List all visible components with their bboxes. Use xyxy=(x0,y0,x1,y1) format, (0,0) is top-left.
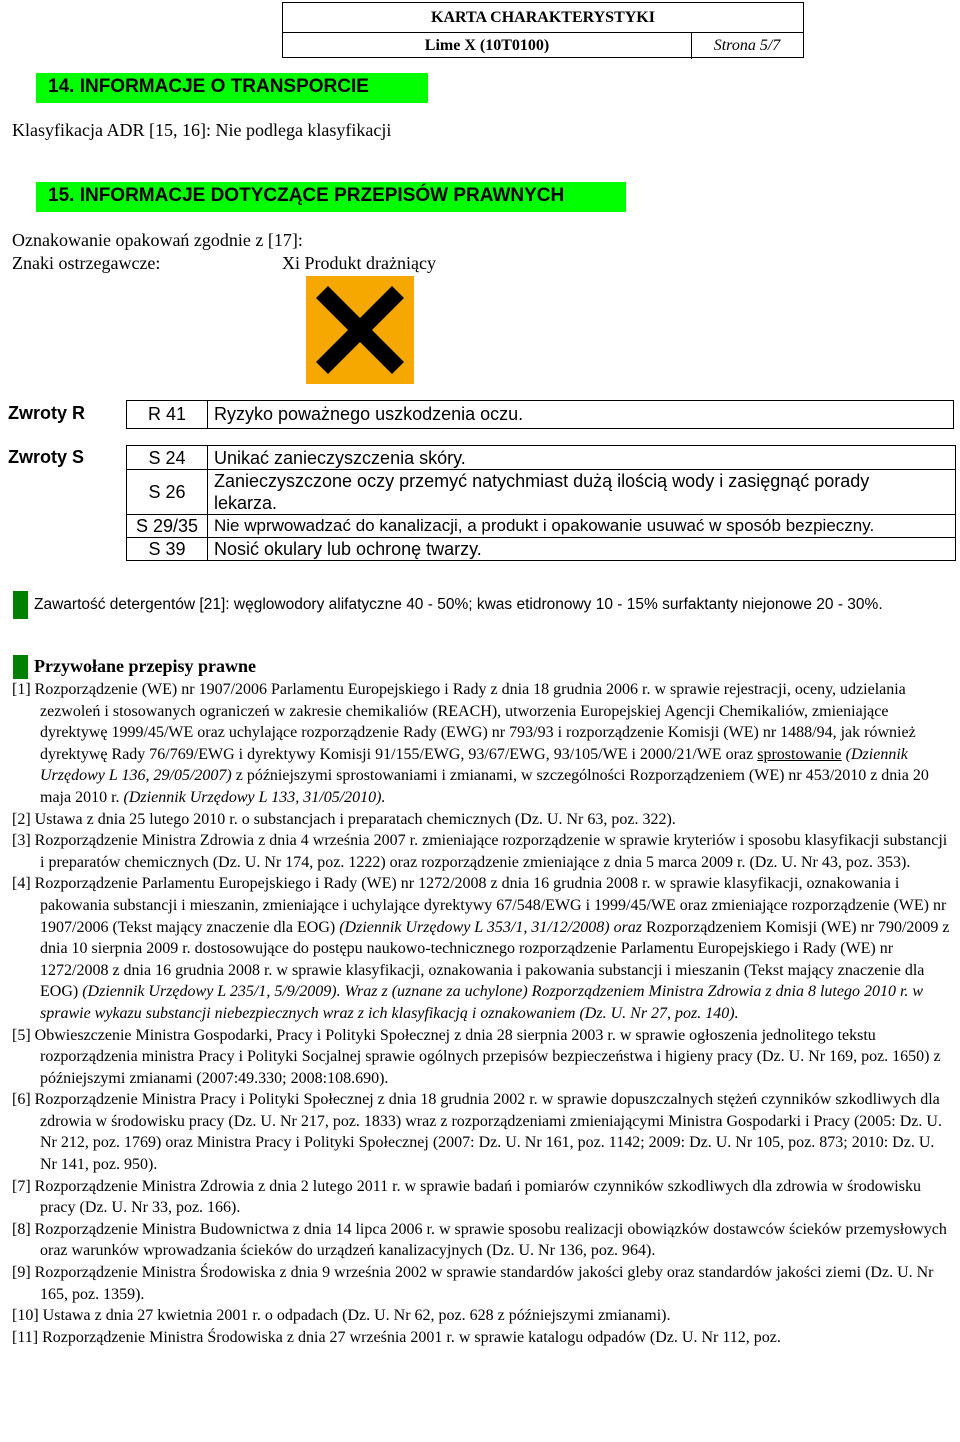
reference-item: [5] Obwieszczenie Ministra Gospodarki, Pracy i Polityki Społecznej z dnia 28 sierpnia 2003 r. w sprawie ogłoszenia jednolitego tekstu rozporządzenia ministra Pracy i Polityki Socjalnej sprawie ogólnych przepisów bezpieczeństwa i higieny pracy (Dz. U. Nr 169, poz. 1650) z późniejszymi zmianami (2007:49.330; 2008:108.690). xyxy=(12,1026,941,1087)
adr-classification: Klasyfikacja ADR [15, 16]: Nie podlega klasyfikacji xyxy=(12,120,392,140)
irritant-cross-icon xyxy=(306,276,414,384)
phrase-text: Nie wprwowadzać do kanalizacji, a produkt i opakowanie usuwać w sposób bezpieczny. xyxy=(208,515,956,538)
warning-signs-value: Xi Produkt drażniący xyxy=(282,253,436,273)
table-row xyxy=(127,515,956,538)
labeling-text: Oznakowanie opakowań zgodnie z [17]: xyxy=(12,230,303,250)
reference-item: [7] Rozporządzenie Ministra Zdrowia z dnia 2 lutego 2011 r. w sprawie badań i pomiarów czynników szkodliwych dla zdrowia w środowisku pracy (Dz. U. Nr 33, poz. 166). xyxy=(12,1177,921,1217)
r-phrases-label: Zwroty R xyxy=(8,403,86,423)
product-name: Lime X (10T0100) xyxy=(283,33,692,59)
reference-item: [8] Rozporządzenie Ministra Budownictwa z dnia 14 lipca 2006 r. w sprawie sposobu realizacji obowiązków dostawców ścieków przemysłowych oraz warunków wprowadzania ścieków do urządzeń kanalizacyjnych (Dz. U. Nr 136, poz. 964). xyxy=(12,1220,947,1260)
phrase-text: Unikać zanieczyszczenia skóry. xyxy=(208,446,956,470)
phrase-code: S 26 xyxy=(127,470,208,515)
r-phrases-table xyxy=(126,400,954,429)
document-header xyxy=(282,2,804,58)
section-15-title: 15. INFORMACJE DOTYCZĄCE PRZEPISÓW PRAWNYCH xyxy=(48,185,565,206)
reference-item: [4] Rozporządzenie Parlamentu Europejskiego i Rady (WE) nr 1272/2008 z dnia 16 grudnia 2008 r. w sprawie klasyfikacji, oznakowania i pakowania substancji i mieszanin, zmieniające i uchylające dyrektywy 67/548/EWG i 1999/45/WE oraz zmieniające rozporządzenie (WE) nr 1907/2006 (Tekst mający znaczenie dla EOG) (Dziennik Urzędowy L 353/1, 31/12/2008) oraz Rozporządzeniem Komisji (WE) nr 790/2009 z dnia 10 sierpnia 2009 r. dostosowujące do postępu naukowo-technicznego rozporządzenie Parlamentu Europejskiego i Rady (WE) nr 1272/2008 z dnia 16 grudnia 2008 r. w sprawie klasyfikacji, oznakowania i pakowania substancji i mieszanin (Tekst mający znaczenie dla EOG) (Dziennik Urzędowy L 235/1, 5/9/2009). Wraz z (uznane za uchylone) Rozporządzeniem Ministra Zdrowia z dnia 8 lutego 2010 r. w sprawie wykazu substancji niebezpiecznych wraz z ich klasyfikacją i oznakowaniem (Dz. U. Nr 27, poz. 140). xyxy=(12,875,950,1022)
reference-item: [3] Rozporządzenie Ministra Zdrowia z dnia 4 września 2007 r. zmieniające rozporządzenie w sprawie kryteriów i sposobu klasyfikacji substancji i preparatów chemicznych (Dz. U. Nr 174, poz. 1222) oraz rozporządzenie zmieniające z dnia 5 marca 2009 r. (Dz. U. Nr 43, poz. 353). xyxy=(12,832,948,871)
table-row xyxy=(127,470,956,515)
phrase-text: Ryzyko poważnego uszkodzenia oczu. xyxy=(208,401,954,429)
references-list xyxy=(12,679,952,1348)
section-14-title: 14. INFORMACJE O TRANSPORCIE xyxy=(48,76,369,97)
references-title: Przywołane przepisy prawne xyxy=(34,656,256,676)
phrase-text: Nosić okulary lub ochronę twarzy. xyxy=(208,538,956,561)
page-number: Strona 5/7 xyxy=(713,37,781,54)
warning-signs-label: Znaki ostrzegawcze: xyxy=(12,253,161,273)
s-phrases-label: Zwroty S xyxy=(8,447,85,467)
phrase-text: Zanieczyszczone oczy przemyć natychmiast dużą ilością wody i zasięgnąć porady lekarza. xyxy=(208,470,956,515)
reference-item: [11] Rozporządzenie Ministra Środowiska z dnia 27 września 2001 r. w sprawie katalogu odpadów (Dz. U. Nr 112, poz. xyxy=(12,1328,781,1346)
document-title: KARTA CHARAKTERYSTYKI xyxy=(283,3,803,33)
change-marker xyxy=(13,591,28,619)
detergents-content: Zawartość detergentów [21]: węglowodory alifatyczne 40 - 50%; kwas etidronowy 10 - 15% surfaktanty niejonowe 20 - 30%. xyxy=(34,596,883,613)
table-row xyxy=(127,401,954,429)
table-row xyxy=(127,538,956,561)
phrase-code: S 39 xyxy=(127,538,208,561)
phrase-code: R 41 xyxy=(127,401,208,429)
reference-item: [1] Rozporządzenie (WE) nr 1907/2006 Parlamentu Europejskiego i Rady z dnia 18 grudnia 2006 r. w sprawie rejestracji, oceny, udzielania zezwoleń i stosowanych ograniczeń w zakresie chemikaliów (REACH), utworzenia Europejskiej Agencji Chemikaliów, zmieniające dyrektywę 1999/45/WE oraz uchylające rozporządzenie Rady (EWG) nr 793/93 i rozporządzenie Komisji (WE) nr 1488/94, jak również dyrektywę Rady 76/769/EWG i dyrektywy Komisji 91/155/EWG, 93/67/EWG, 93/105/WE i 2000/21/WE oraz sprostowanie (Dziennik Urzędowy L 136, 29/05/2007) z późniejszymi sprostowaniami i zmianami, w szczególności Rozporządzeniem (WE) nr 453/2010 z dnia 20 maja 2010 r. (Dziennik Urzędowy L 133, 31/05/2010). xyxy=(12,681,929,806)
reference-item: [10] Ustawa z dnia 27 kwietnia 2001 r. o odpadach (Dz. U. Nr 62, poz. 628 z późniejszymi zmianami). xyxy=(12,1307,671,1325)
table-row xyxy=(127,446,956,470)
phrase-code: S 24 xyxy=(127,446,208,470)
reference-item: [6] Rozporządzenie Ministra Pracy i Polityki Społecznej z dnia 18 grudnia 2002 r. w sprawie dopuszczalnych stężeń czynników szkodliwych dla zdrowia w środowisku pracy (Dz. U. Nr 217, poz. 1833) wraz z rozporządzeniami zmieniającymi Ministra Gospodarki i Pracy (2005: Dz. U. Nr 212, poz. 1769) oraz Ministra Pracy i Polityki Społecznej (2007: Dz. U. Nr 161, poz. 1142; 2009: Dz. U. Nr 105, poz. 873; 2010: Dz. U. Nr 141, poz. 950). xyxy=(12,1091,942,1174)
change-marker xyxy=(13,655,28,679)
reference-item: [2] Ustawa z dnia 25 lutego 2010 r. o substancjach i preparatach chemicznych (Dz. U. Nr 63, poz. 322). xyxy=(12,810,676,828)
phrase-code: S 29/35 xyxy=(127,515,208,538)
s-phrases-table xyxy=(126,445,956,561)
reference-item: [9] Rozporządzenie Ministra Środowiska z dnia 9 września 2002 w sprawie standardów jakości gleby oraz standardów jakości ziemi (Dz. U. Nr 165, poz. 1359). xyxy=(12,1264,934,1303)
